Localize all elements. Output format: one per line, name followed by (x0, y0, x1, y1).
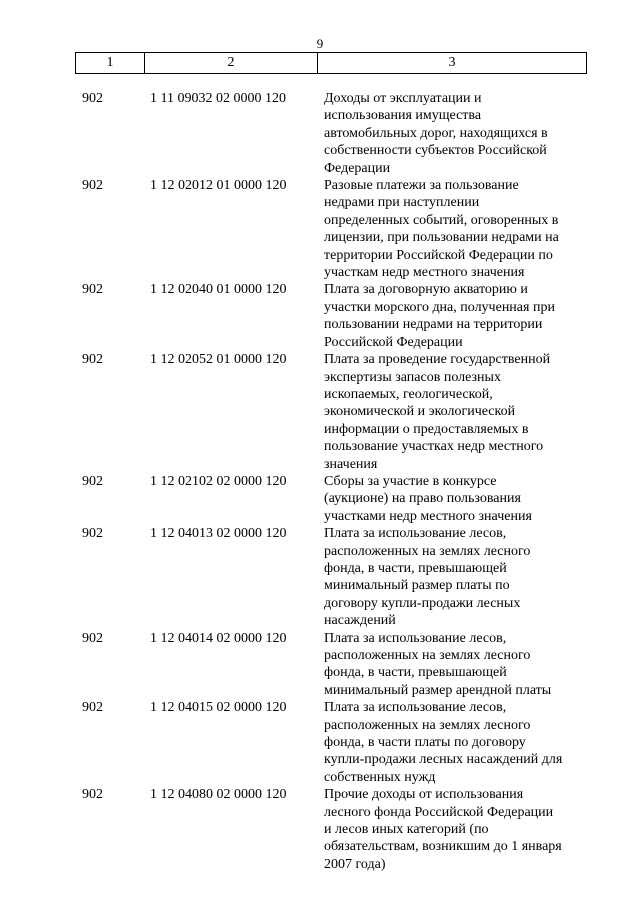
table-row (0, 786, 640, 873)
income-description-cell (324, 281, 586, 351)
description-line: Плата за проведение государственной (324, 352, 551, 368)
description-line: Российской Федерации (324, 334, 463, 350)
description-line: Сборы за участие в конкурсе (324, 473, 497, 489)
table-row (0, 90, 640, 177)
description-line: собственных нужд (324, 769, 436, 785)
description-line: Плата за использование лесов, (324, 630, 507, 646)
description-line: минимальный размер платы по (324, 578, 510, 594)
description-line: минимальный размер арендной платы (324, 682, 552, 698)
column-header-3: 3 (318, 53, 587, 74)
description-line: участкам недр местного значения (324, 265, 525, 281)
description-line: и лесов иных категорий (по (324, 822, 489, 838)
description-line: территории Российской Федерации по (324, 247, 553, 263)
description-line: расположенных на землях лесного (324, 543, 531, 559)
description-line: участками недр местного значения (324, 508, 532, 524)
description-line: насаждений (324, 613, 396, 629)
description-line: Доходы от эксплуатации и (324, 91, 482, 106)
description-line: участки морского дна, полученная при (324, 299, 555, 315)
description-line: экономической и экологической (324, 404, 516, 420)
table-row (0, 281, 640, 351)
income-description-cell (324, 525, 586, 629)
income-code-cell: 1 12 04014 02 0000 120 (150, 630, 287, 646)
column-header-row (76, 53, 587, 74)
table-row (0, 351, 640, 473)
description-line: фонда, в части, превышающей (324, 665, 507, 681)
column-header-table (75, 52, 587, 74)
income-description-cell (324, 351, 586, 473)
table-row (0, 177, 640, 281)
description-line: лицензии, при пользовании недрами на (324, 230, 559, 246)
description-line: 2007 года) (324, 856, 386, 872)
admin-code-cell: 902 (82, 630, 103, 646)
page-number: 9 (316, 36, 324, 51)
description-line: договору купли-продажи лесных (324, 595, 521, 611)
description-line: определенных событий, оговоренных в (324, 212, 559, 228)
description-line: ископаемых, геологической, (324, 386, 493, 402)
income-code-cell: 1 12 02102 02 0000 120 (150, 473, 287, 489)
income-code-cell: 1 12 04013 02 0000 120 (150, 526, 287, 542)
description-line: Плата за использование лесов, (324, 700, 507, 716)
income-table-body (0, 90, 640, 873)
description-line: Разовые платежи за пользование (324, 178, 519, 194)
admin-code-cell: 902 (82, 352, 103, 368)
description-line: расположенных на землях лесного (324, 648, 531, 663)
admin-code-cell: 902 (82, 787, 103, 803)
table-row (0, 699, 640, 786)
table-row (0, 630, 640, 700)
description-line: Прочие доходы от использования (324, 787, 524, 803)
admin-code-cell: 902 (82, 473, 103, 489)
income-description-cell (324, 90, 586, 177)
admin-code-cell: 902 (82, 526, 103, 542)
income-description-cell (324, 699, 586, 786)
description-line: расположенных на землях лесного (324, 717, 531, 733)
description-line: автомобильных дорог, находящихся в (324, 125, 548, 141)
description-line: информации о предоставляемых в (324, 421, 529, 437)
table-row (0, 473, 640, 525)
admin-code-cell: 902 (82, 178, 103, 194)
description-line: купли-продажи лесных насаждений для (324, 752, 563, 768)
description-line: Федерации (324, 160, 391, 176)
description-line: фонда, в части, превышающей (324, 560, 507, 576)
admin-code-cell: 902 (82, 282, 103, 298)
description-line: Плата за использование лесов, (324, 526, 507, 542)
column-header-2: 2 (145, 53, 318, 74)
description-line: Плата за договорную акваторию и (324, 282, 528, 298)
income-description-cell (324, 786, 586, 873)
income-description-cell (324, 630, 586, 700)
description-line: значения (324, 456, 378, 472)
admin-code-cell: 902 (82, 700, 103, 716)
column-header-1: 1 (76, 53, 145, 74)
income-code-cell: 1 12 04015 02 0000 120 (150, 700, 287, 716)
description-line: экспертизы запасов полезных (324, 369, 501, 385)
income-code-cell: 1 12 04080 02 0000 120 (150, 787, 287, 803)
income-code-cell: 1 12 02012 01 0000 120 (150, 178, 287, 194)
income-description-cell (324, 177, 586, 281)
description-line: обязательствам, возникшим до 1 января (324, 839, 562, 855)
income-code-cell: 1 12 02052 01 0000 120 (150, 352, 287, 368)
income-code-cell: 1 12 02040 01 0000 120 (150, 282, 287, 298)
description-line: лесного фонда Российской Федерации (324, 804, 554, 820)
income-description-cell (324, 473, 586, 525)
description-line: пользовании недрами на территории (324, 317, 543, 333)
description-line: фонда, в части платы по договору (324, 735, 526, 751)
description-line: собственности субъектов Российской (324, 143, 547, 159)
description-line: пользование участках недр местного (324, 439, 544, 455)
admin-code-cell: 902 (82, 91, 103, 106)
description-line: недрами при наступлении (324, 195, 480, 211)
table-row (0, 525, 640, 629)
description-line: использования имущества (324, 108, 482, 124)
income-code-cell: 1 11 09032 02 0000 120 (150, 91, 286, 106)
description-line: (аукционе) на право пользования (324, 491, 521, 507)
